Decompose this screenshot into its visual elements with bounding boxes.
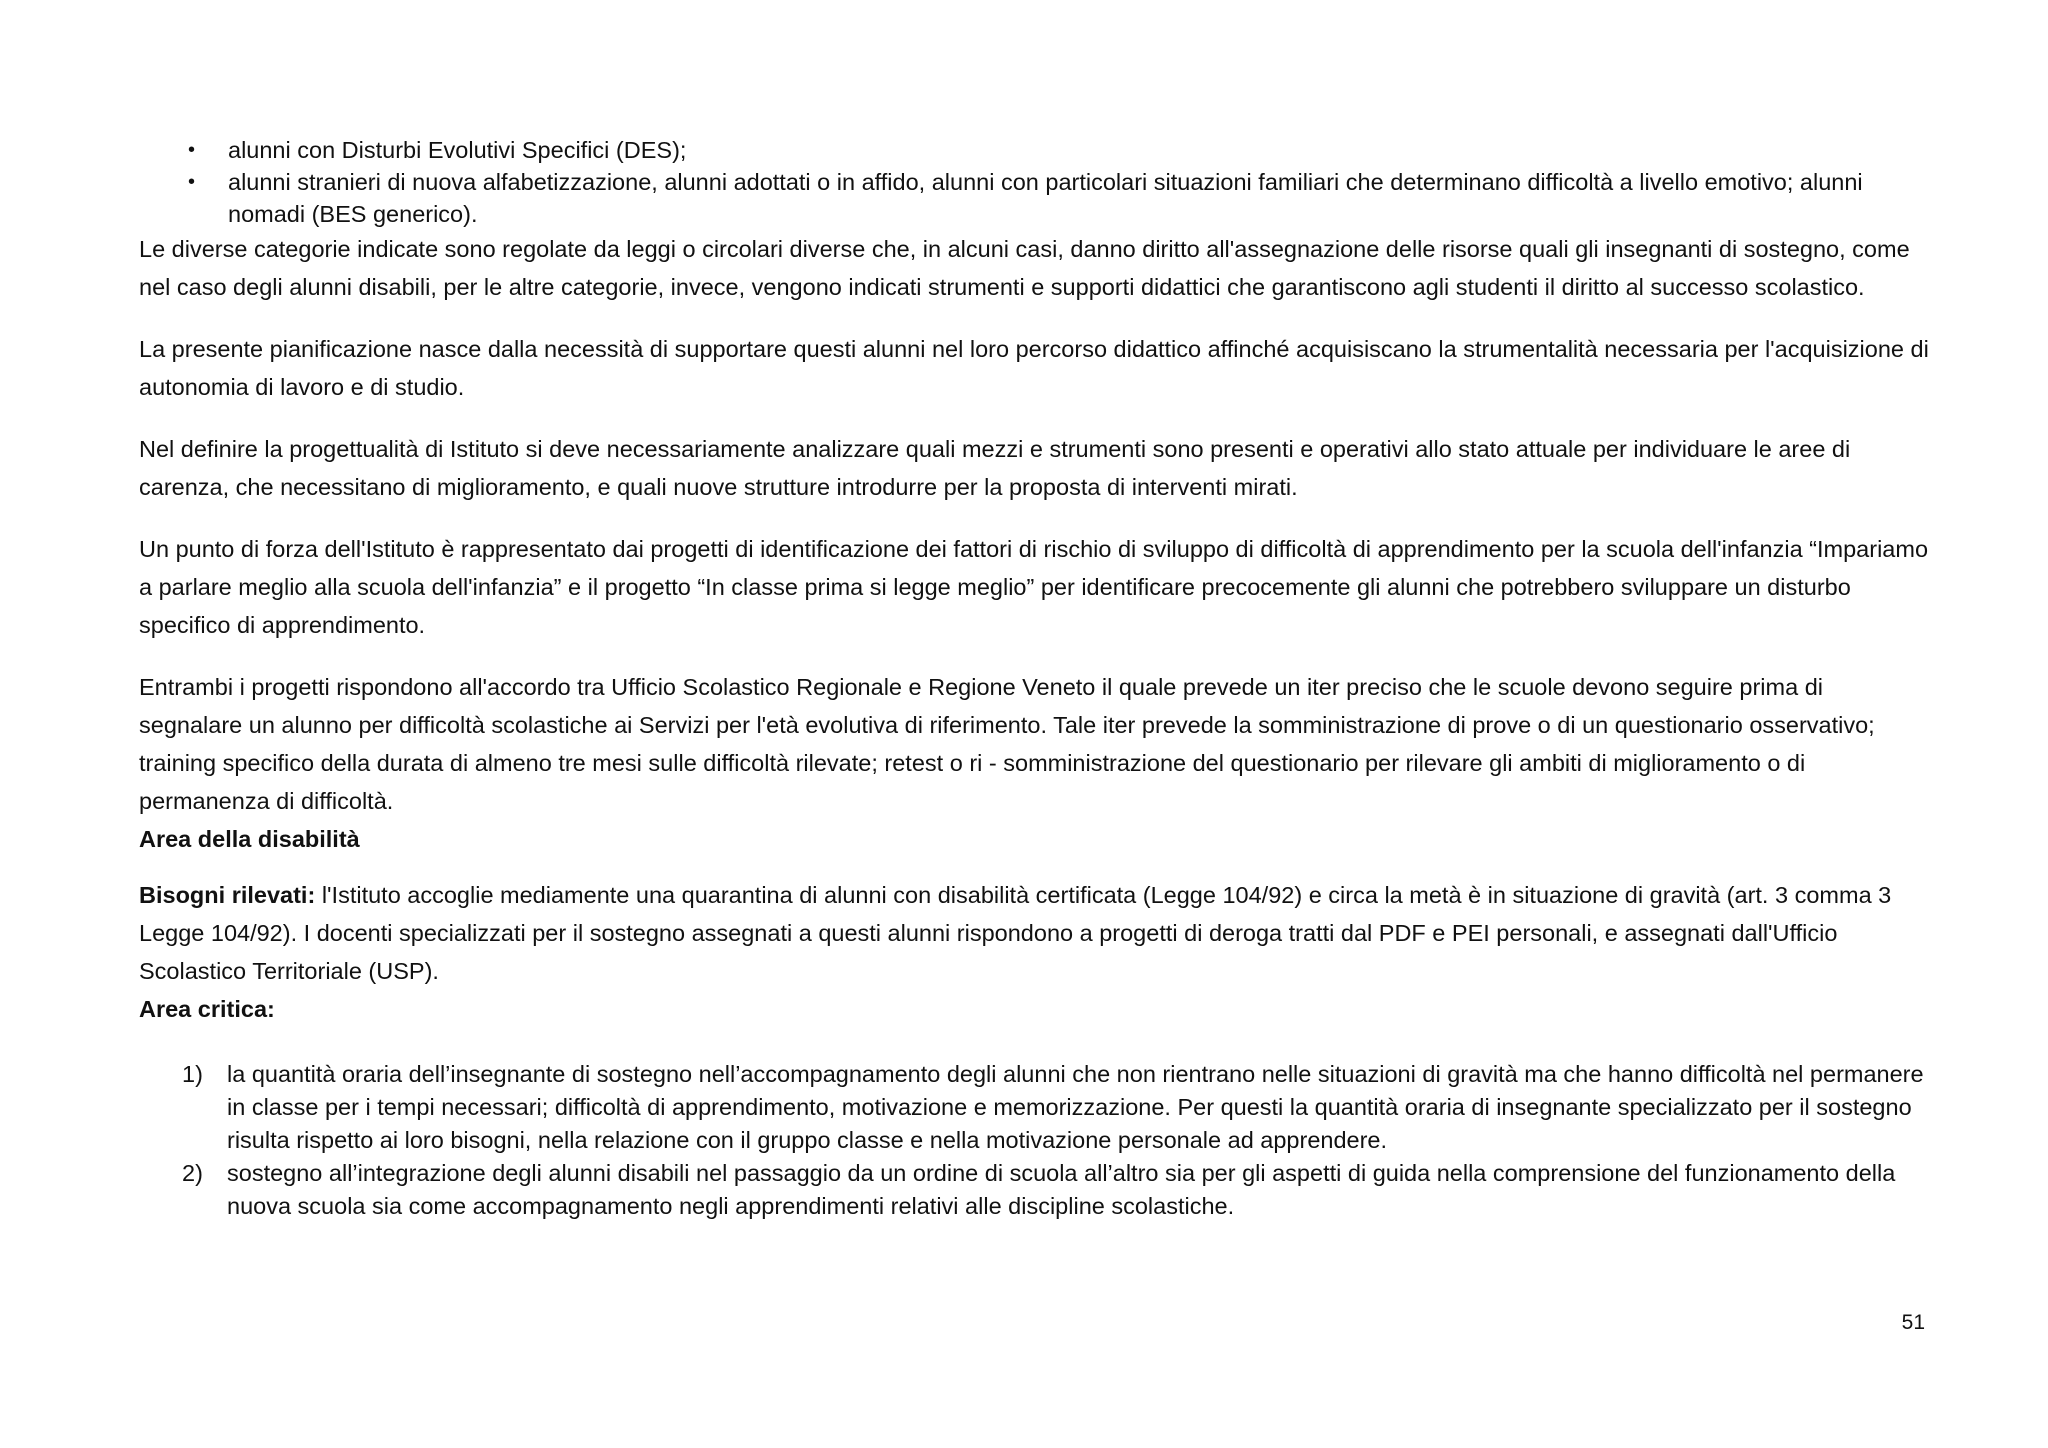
paragraph-project-design: Nel definire la progettualità di Istituto si deve necessariamente analizzare quali mezzi e strumenti sono presenti e operativi allo stato attuale per individuare le aree di carenza, che necessitano di miglioramento, e quali nuove strutture introdurre per la proposta di interventi mirati. (139, 436, 1851, 500)
list-item (139, 166, 1929, 230)
paragraph-needs (139, 876, 1929, 990)
number-marker: 2) (182, 1160, 203, 1186)
numbered-text: la quantità oraria dell’insegnante di sostegno nell’accompagnamento degli alunni che non rientrano nelle situazioni di gravità ma che hanno difficoltà nel permanere in classe per i tempi necessari; difficoltà di apprendimento, motivazione e memorizzazione. Per questi la quantità oraria di insegnante specializzato per il sostegno risulta rispetto ai loro bisogni, nella relazione con il gruppo classe e nella motivazione personale ad apprendere. (227, 1061, 1924, 1153)
section-heading-disability: Area della disabilità (139, 826, 360, 852)
bullet-text: alunni con Disturbi Evolutivi Specifici (DES); (228, 137, 687, 163)
paragraph-agreement: Entrambi i progetti rispondono all'accordo tra Ufficio Scolastico Regionale e Regione Veneto il quale prevede un iter preciso che le scuole devono seguire prima di segnalare un alunno per difficoltà scolastiche ai Servizi per l'età evolutiva di riferimento. Tale iter prevede la somministrazione di prove o di un questionario osservativo; training specifico della durata di almeno tre mesi sulle difficoltà rilevate; retest o ri - somministrazione del questionario per rilevare gli ambiti di miglioramento o di permanenza di difficoltà. (139, 674, 1875, 814)
page-number: 51 (1901, 1311, 1925, 1334)
document-page (139, 134, 1929, 1223)
bullet-marker: • (188, 171, 196, 193)
number-marker: 1) (182, 1061, 203, 1087)
numbered-list (139, 1058, 1929, 1223)
bullet-marker: • (188, 139, 196, 161)
list-item (139, 134, 1929, 166)
paragraph-strengths: Un punto di forza dell'Istituto è rappresentato dai progetti di identificazione dei fattori di rischio di sviluppo di difficoltà di apprendimento per la scuola dell'infanzia “Impariamo a parlare meglio alla scuola dell'infanzia” e il progetto “In classe prima si legge meglio” per identificare precocemente gli alunni che potrebbero sviluppare un disturbo specifico di apprendimento. (139, 536, 1929, 638)
list-item (139, 1058, 1929, 1157)
list-item (139, 1157, 1929, 1223)
paragraph-categories: Le diverse categorie indicate sono regolate da leggi o circolari diverse che, in alcuni casi, danno diritto all'assegnazione delle risorse quali gli insegnanti di sostegno, come nel caso degli alunni disabili, per le altre categorie, invece, vengono indicati strumenti e supporti didattici che garantiscono agli studenti il diritto al successo scolastico. (139, 236, 1910, 300)
numbered-text: sostegno all’integrazione degli alunni disabili nel passaggio da un ordine di scuola all’altro sia per gli aspetti di guida nella comprensione del funzionamento della nuova scuola sia come accompagnamento negli apprendimenti relativi alle discipline scolastiche. (227, 1160, 1896, 1219)
bullet-text: alunni stranieri di nuova alfabetizzazione, alunni adottati o in affido, alunni con particolari situazioni familiari che determinano difficoltà a livello emotivo; alunni nomadi (BES generico). (228, 169, 1863, 227)
bullet-list (139, 134, 1929, 230)
section-heading-critical: Area critica: (139, 996, 275, 1022)
paragraph-planning: La presente pianificazione nasce dalla necessità di supportare questi alunni nel loro percorso didattico affinché acquisiscano la strumentalità necessaria per l'acquisizione di autonomia di lavoro e di studio. (139, 336, 1929, 400)
needs-label: Bisogni rilevati: (139, 882, 316, 908)
needs-text: l'Istituto accoglie mediamente una quarantina di alunni con disabilità certificata (Legge 104/92) e circa la metà è in situazione di gravità (art. 3 comma 3 Legge 104/92). I docenti specializzati per il sostegno assegnati a questi alunni rispondono a progetti di deroga tratti dal PDF e PEI personali, e assegnati dall'Ufficio Scolastico Territoriale (USP). (139, 882, 1892, 984)
